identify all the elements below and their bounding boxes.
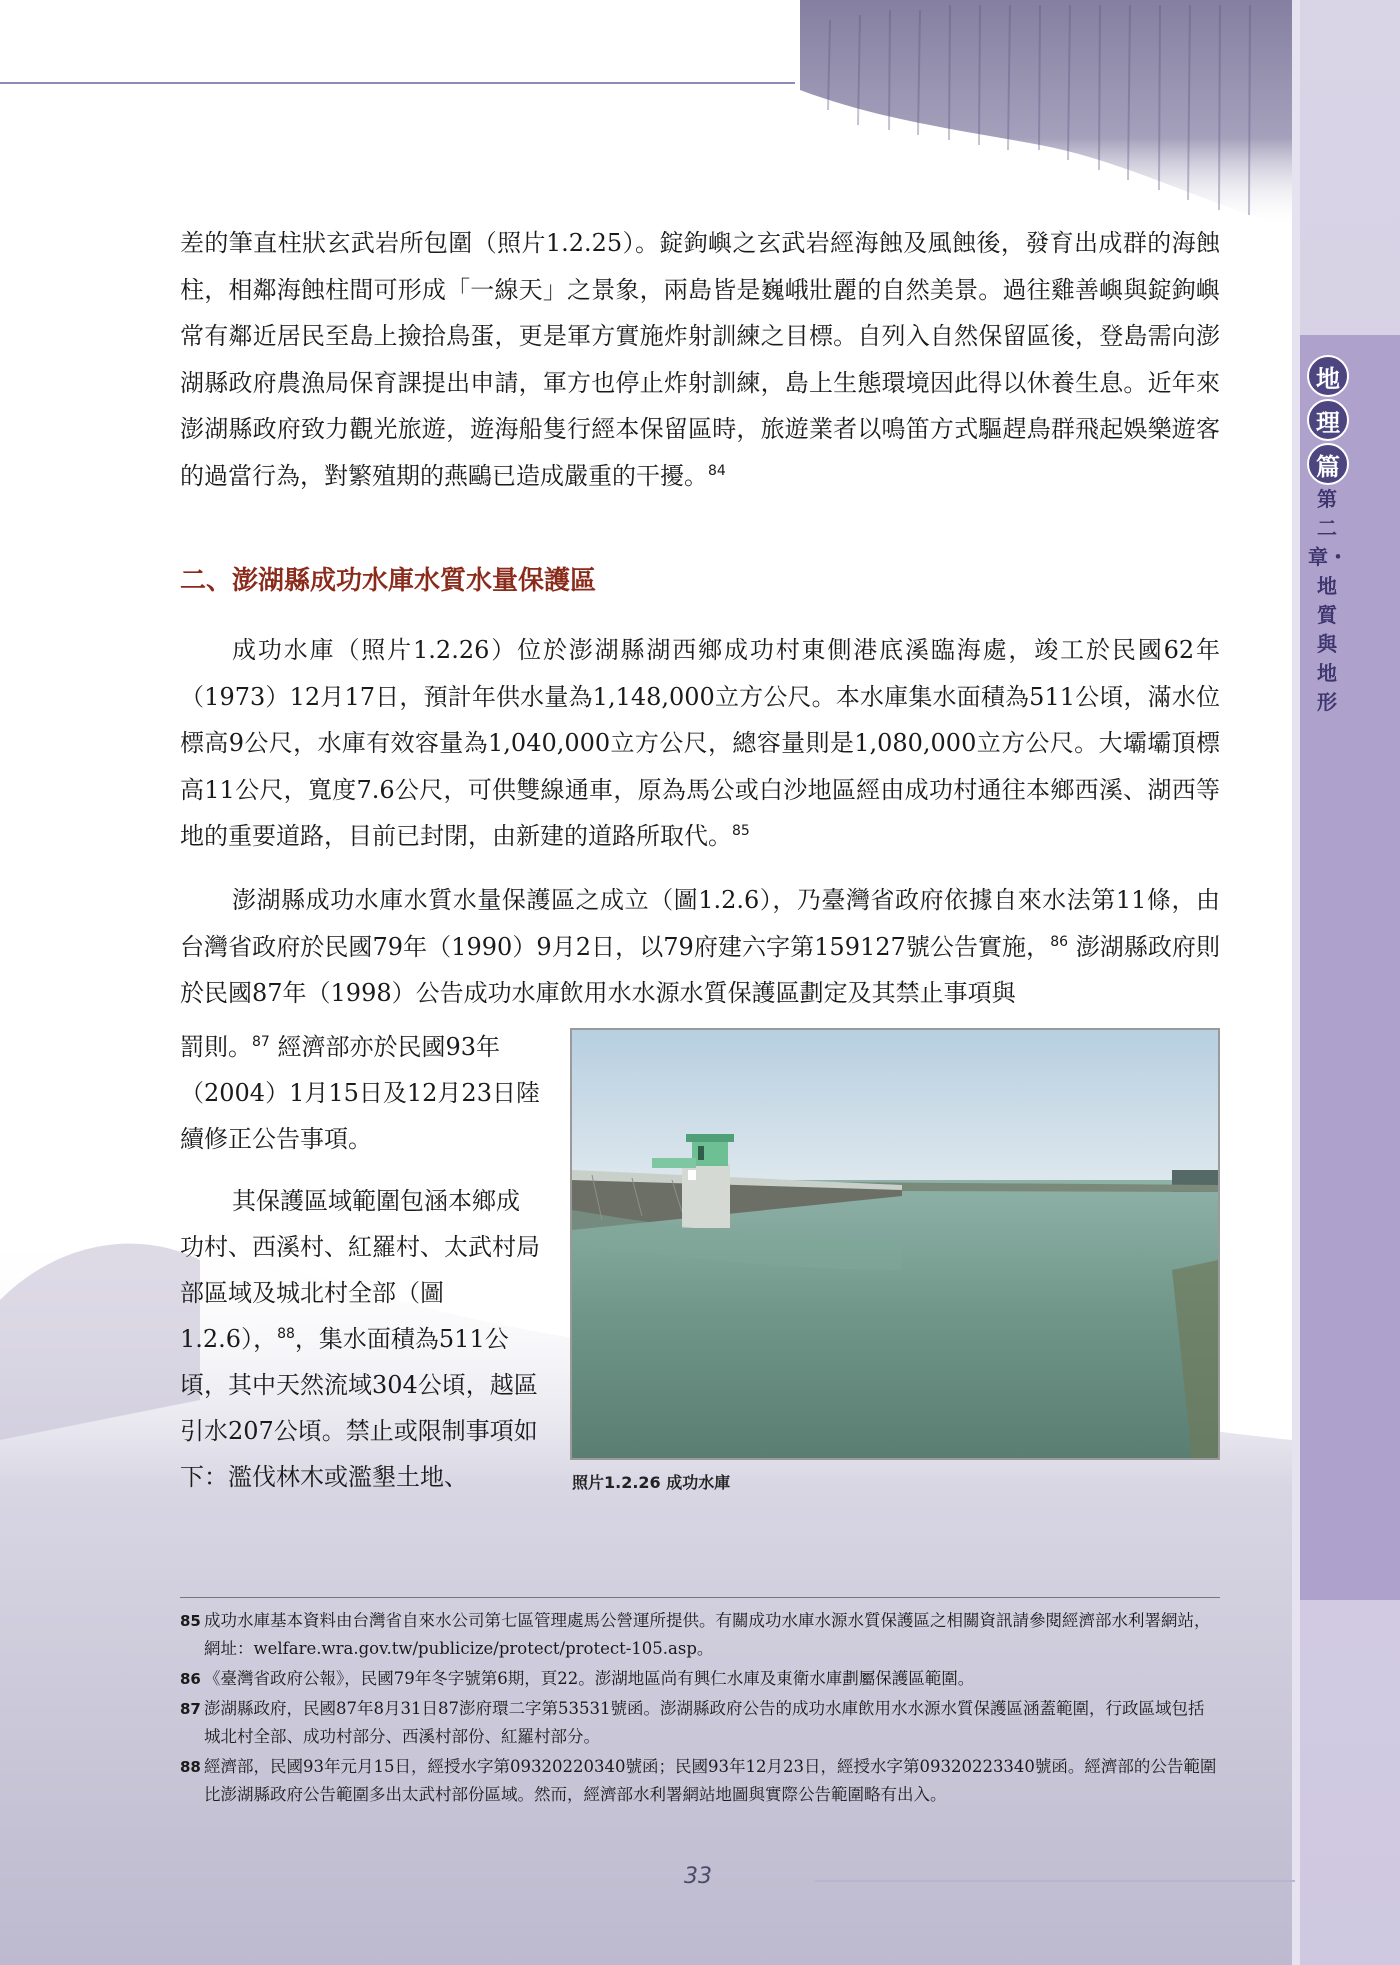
paragraph-3 — [180, 877, 1220, 1017]
paragraph-3-text-d: 經濟部亦於民國93年（2004）1月15日及12月23日陸續修正公告事項。 — [180, 1033, 540, 1153]
narrow-column — [180, 1024, 540, 1500]
footnote-number: 86 — [180, 1670, 201, 1688]
paragraph-4-text-a: 其保護區域範圍包涵本鄉成功村、西溪村、紅羅村、太武村局部區域及城北村全部（圖1.2.6）， — [180, 1187, 540, 1353]
photo-caption: 照片1.2.26 成功水庫 — [572, 1473, 731, 1492]
paragraph-2 — [180, 627, 1220, 860]
paragraph-3-text-b: 澎湖縣政府則於民國87年（1998）公告成功水庫飲用水水源水質保護區劃定及其禁止事項與 — [180, 932, 1220, 1007]
side-strip — [1292, 0, 1300, 1965]
paragraph-3-text-a: 澎湖縣成功水庫水質水量保護區之成立（圖1.2.6），乃臺灣省政府依據自來水法第11條，由台灣省政府於民國79年（1990）9月2日，以79府建六字第159127號公告實施， — [180, 886, 1220, 961]
paragraph-4-text-b: ，集水面積為511公頃，其中天然流域304公頃，越區引水207公頃。禁止或限制事項如下：濫伐林木或濫墾土地、 — [180, 1325, 538, 1491]
footnotes — [180, 1607, 1220, 1809]
footnote-ref-84[interactable]: 84 — [708, 462, 726, 479]
footer-rule — [815, 1880, 1295, 1882]
footnote-ref-87[interactable]: 87 — [252, 1034, 270, 1050]
footnote-number: 87 — [180, 1700, 201, 1718]
footnote-ref-88[interactable]: 88 — [277, 1326, 295, 1342]
paragraph-1-text: 差的筆直柱狀玄武岩所包圍（照片1.2.25）。錠鉤嶼之玄武岩經海蝕及風蝕後，發育出成群的海蝕柱，相鄰海蝕柱間可形成「一線天」之景象，兩島皆是巍峨壯麗的自然美景。過往雞善嶼與錠鉤嶼常有鄰近居民至島上撿拾鳥蛋，更是軍方實施炸射訓練之目標。自列入自然保留區後，登島需向澎湖縣政府農漁局保育課提出申請，軍方也停止炸射訓練，島上生態環境因此得以休養生息。近年來澎湖縣政府致力觀光旅遊，遊海船隻行經本保留區時，旅遊業者以鳴笛方式驅趕鳥群飛起娛樂遊客的過當行為，對繁殖期的燕鷗已造成嚴重的干擾。 — [180, 229, 1220, 490]
footnote-item — [180, 1753, 1220, 1809]
footnote-ref-86[interactable]: 86 — [1050, 933, 1069, 950]
part-title-char-1: 地 — [1307, 355, 1349, 397]
footnote-ref-85[interactable]: 85 — [732, 823, 750, 839]
paragraph-3-continued — [180, 1024, 540, 1162]
part-title-circles — [1307, 355, 1347, 487]
footnote-number: 85 — [180, 1612, 201, 1630]
paragraph-3-text-c: 罰則。 — [180, 1033, 252, 1061]
header-rule — [0, 82, 795, 84]
footnote-text: 經濟部，民國93年元月15日，經授水字第09320220340號函；民國93年12月23日，經授水字第09320223340號函。經濟部的公告範圍比澎湖縣政府公告範圍多出太武村部份區域。然而，經濟部水利署網站地圖與實際公告範圍略有出入。 — [204, 1757, 1217, 1804]
section-heading: 二、澎湖縣成功水庫水質水量保護區 — [180, 566, 597, 596]
part-title-char-3: 篇 — [1307, 443, 1349, 485]
footnote-divider — [180, 1597, 1220, 1598]
reservoir-photo — [570, 1028, 1220, 1460]
footnote-item — [180, 1695, 1220, 1751]
footnote-text: 成功水庫基本資料由台灣省自來水公司第七區管理處馬公營運所提供。有關成功水庫水源水質保護區之相關資訊請參閱經濟部水利署網站，網址：welfare.wra.gov.tw/publicize/protect/protect-105.asp。 — [204, 1611, 1211, 1658]
reservoir-photo-image — [572, 1030, 1218, 1458]
part-title-char-2: 理 — [1307, 399, 1349, 441]
footnote-text: 澎湖縣政府，民國87年8月31日87澎府環二字第53531號函。澎湖縣政府公告的成功水庫飲用水水源水質保護區涵蓋範圍，行政區域包括城北村全部、成功村部分、西溪村部份、紅羅村部分。 — [204, 1699, 1205, 1746]
footnote-item — [180, 1665, 1220, 1693]
paragraph-1 — [180, 220, 1220, 499]
footnote-item — [180, 1607, 1220, 1663]
paragraph-2-text: 成功水庫（照片1.2.26）位於澎湖縣湖西鄉成功村東側港底溪臨海處，竣工於民國62年（1973）12月17日，預計年供水量為1,148,000立方公尺。本水庫集水面積為511公頃，滿水位標高9公尺，水庫有效容量為1,040,000立方公尺，總容量則是1,080,000立方公尺。大壩壩頂標高11公尺，寬度7.6公尺，可供雙線通車，原為馬公或白沙地區經由成功村通往本鄉西溪、湖西等地的重要道路，目前已封閉，由新建的道路所取代。 — [180, 636, 1220, 850]
footnote-text: 《臺灣省政府公報》，民國79年冬字號第6期，頁22。澎湖地區尚有興仁水庫及東衛水庫劃屬保護區範圍。 — [204, 1669, 975, 1688]
paragraph-4 — [180, 1178, 540, 1500]
page-number: 33 — [684, 1864, 712, 1889]
chapter-title-vertical: 第二章・地質與地形 — [1308, 487, 1348, 714]
footnote-number: 88 — [180, 1758, 201, 1776]
